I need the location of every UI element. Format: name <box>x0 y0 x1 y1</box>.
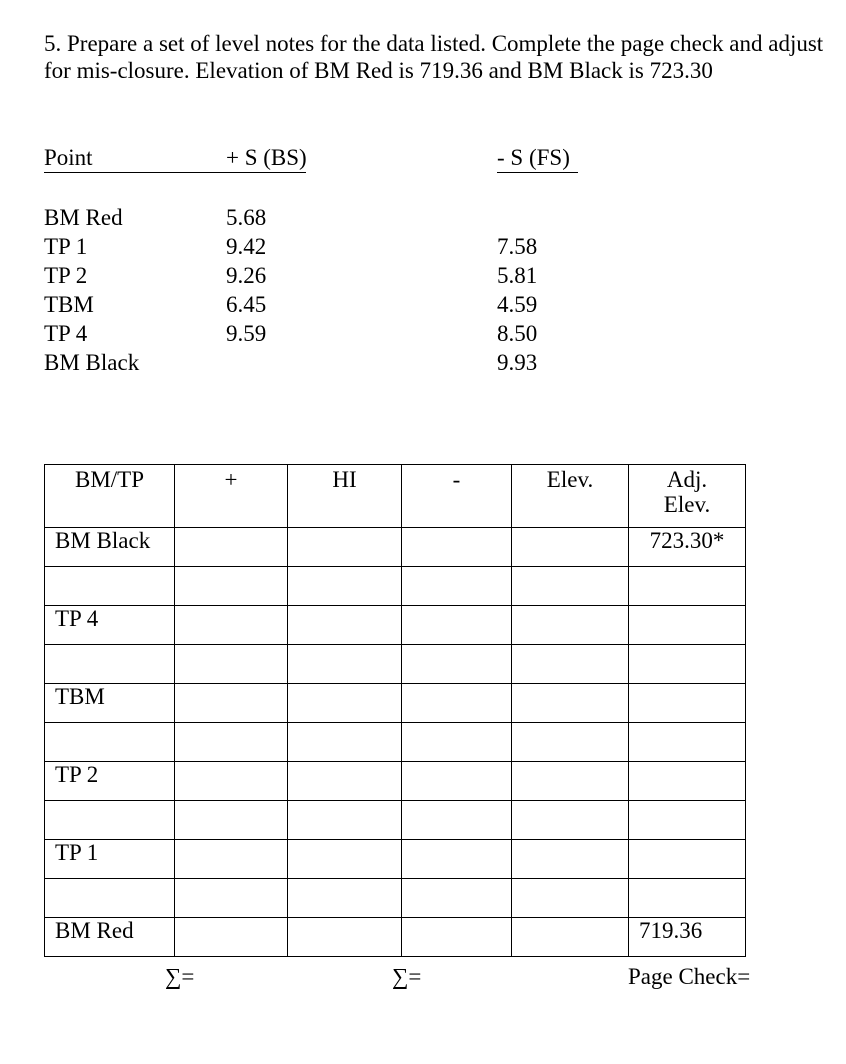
plus-cell <box>175 840 288 879</box>
data-row <box>44 232 604 261</box>
backsight-cell: 9.42 <box>226 234 267 259</box>
data-row <box>44 290 604 319</box>
hi-cell <box>288 762 402 801</box>
page-check-label: Page Check= <box>628 964 751 989</box>
bm-tp-cell: TP 2 <box>45 762 175 801</box>
table-row <box>45 918 746 957</box>
adj-elev-cell <box>629 645 746 684</box>
elev-cell <box>512 684 629 723</box>
backsight-cell: 9.59 <box>226 321 267 346</box>
point-cell: TBM <box>44 292 94 317</box>
bm-tp-cell <box>45 801 175 840</box>
plus-cell <box>175 606 288 645</box>
foresight-cell: 9.93 <box>497 350 538 375</box>
table-row <box>45 645 746 684</box>
elev-cell <box>512 762 629 801</box>
point-cell: BM Black <box>44 350 140 375</box>
adj-elev-cell <box>629 723 746 762</box>
plus-cell <box>175 879 288 918</box>
backsight-cell: 5.68 <box>226 205 267 230</box>
hi-cell <box>288 606 402 645</box>
point-cell: BM Red <box>44 205 123 230</box>
minus-cell <box>402 606 512 645</box>
data-row <box>44 319 604 348</box>
table-row <box>45 723 746 762</box>
adj-elev-cell <box>629 762 746 801</box>
elev-cell <box>512 918 629 957</box>
plus-cell <box>175 684 288 723</box>
adj-elev-cell: 719.36 <box>629 918 746 957</box>
header-point: Point <box>44 145 93 170</box>
minus-cell <box>402 762 512 801</box>
adj-elev-cell <box>629 840 746 879</box>
minus-cell <box>402 567 512 606</box>
hi-cell <box>288 528 402 567</box>
backsight-cell: 6.45 <box>226 292 267 317</box>
plus-cell <box>175 801 288 840</box>
bm-tp-cell <box>45 723 175 762</box>
problem-statement <box>44 30 824 84</box>
adj-elev-cell <box>629 567 746 606</box>
foresight-cell: 8.50 <box>497 321 538 346</box>
point-cell: TP 1 <box>44 234 88 259</box>
hi-cell <box>288 567 402 606</box>
header-backsight: + S (BS) <box>226 145 307 170</box>
foresight-cell: 7.58 <box>497 234 538 259</box>
bm-tp-cell: TP 1 <box>45 840 175 879</box>
hi-cell <box>288 684 402 723</box>
bm-tp-cell: BM Red <box>45 918 175 957</box>
col-minus-header: - <box>402 465 512 528</box>
plus-cell <box>175 918 288 957</box>
elev-cell <box>512 723 629 762</box>
problem-text: Prepare a set of level notes for the data listed. Complete the page check and adjust for mis-closure. Elevation of BM Red is 719.36 and BM Black is 723.30 <box>44 31 824 83</box>
table-row <box>45 684 746 723</box>
header-rule-left <box>44 172 306 173</box>
col-bm-tp-header: BM/TP <box>45 465 175 528</box>
level-data-list <box>44 203 604 377</box>
plus-cell <box>175 762 288 801</box>
minus-cell <box>402 723 512 762</box>
hi-cell <box>288 918 402 957</box>
minus-cell <box>402 840 512 879</box>
table-row <box>45 606 746 645</box>
elev-cell <box>512 528 629 567</box>
bm-tp-cell <box>45 879 175 918</box>
sum-foresight-label: ∑= <box>392 964 422 989</box>
col-plus-header: + <box>175 465 288 528</box>
minus-cell <box>402 801 512 840</box>
adj-elev-cell <box>629 684 746 723</box>
table-row <box>45 567 746 606</box>
bm-tp-cell: TP 4 <box>45 606 175 645</box>
foresight-cell: 4.59 <box>497 292 538 317</box>
col-adj-elev-header: Adj. Elev. <box>629 465 746 528</box>
plus-cell <box>175 645 288 684</box>
point-cell: TP 2 <box>44 263 88 288</box>
minus-cell <box>402 879 512 918</box>
data-row <box>44 348 604 377</box>
adj-elev-cell <box>629 801 746 840</box>
table-row <box>45 762 746 801</box>
plus-cell <box>175 723 288 762</box>
point-cell: TP 4 <box>44 321 88 346</box>
plus-cell <box>175 567 288 606</box>
adj-elev-cell <box>629 606 746 645</box>
elev-cell <box>512 606 629 645</box>
elev-cell <box>512 567 629 606</box>
adj-elev-cell: 723.30* <box>629 528 746 567</box>
table-row <box>45 528 746 567</box>
minus-cell <box>402 645 512 684</box>
minus-cell <box>402 528 512 567</box>
hi-cell <box>288 801 402 840</box>
col-elev-header: Elev. <box>512 465 629 528</box>
plus-cell <box>175 528 288 567</box>
data-row <box>44 203 604 232</box>
elev-cell <box>512 879 629 918</box>
header-foresight: - S (FS) <box>497 145 570 170</box>
bm-tp-cell <box>45 567 175 606</box>
bm-tp-cell: BM Black <box>45 528 175 567</box>
table-header-row <box>45 465 746 528</box>
level-notes-table <box>44 464 746 957</box>
hi-cell <box>288 723 402 762</box>
problem-number: 5. <box>44 31 62 56</box>
elev-cell <box>512 840 629 879</box>
bm-tp-cell <box>45 645 175 684</box>
hi-cell <box>288 645 402 684</box>
elev-cell <box>512 645 629 684</box>
table-row <box>45 879 746 918</box>
table-row <box>45 840 746 879</box>
hi-cell <box>288 879 402 918</box>
minus-cell <box>402 918 512 957</box>
sum-backsight-label: ∑= <box>165 964 195 989</box>
table-row <box>45 801 746 840</box>
elev-cell <box>512 801 629 840</box>
header-rule-right <box>497 172 578 173</box>
data-row <box>44 261 604 290</box>
bm-tp-cell: TBM <box>45 684 175 723</box>
minus-cell <box>402 684 512 723</box>
adj-elev-cell <box>629 879 746 918</box>
hi-cell <box>288 840 402 879</box>
backsight-cell: 9.26 <box>226 263 267 288</box>
foresight-cell: 5.81 <box>497 263 538 288</box>
col-hi-header: HI <box>288 465 402 528</box>
